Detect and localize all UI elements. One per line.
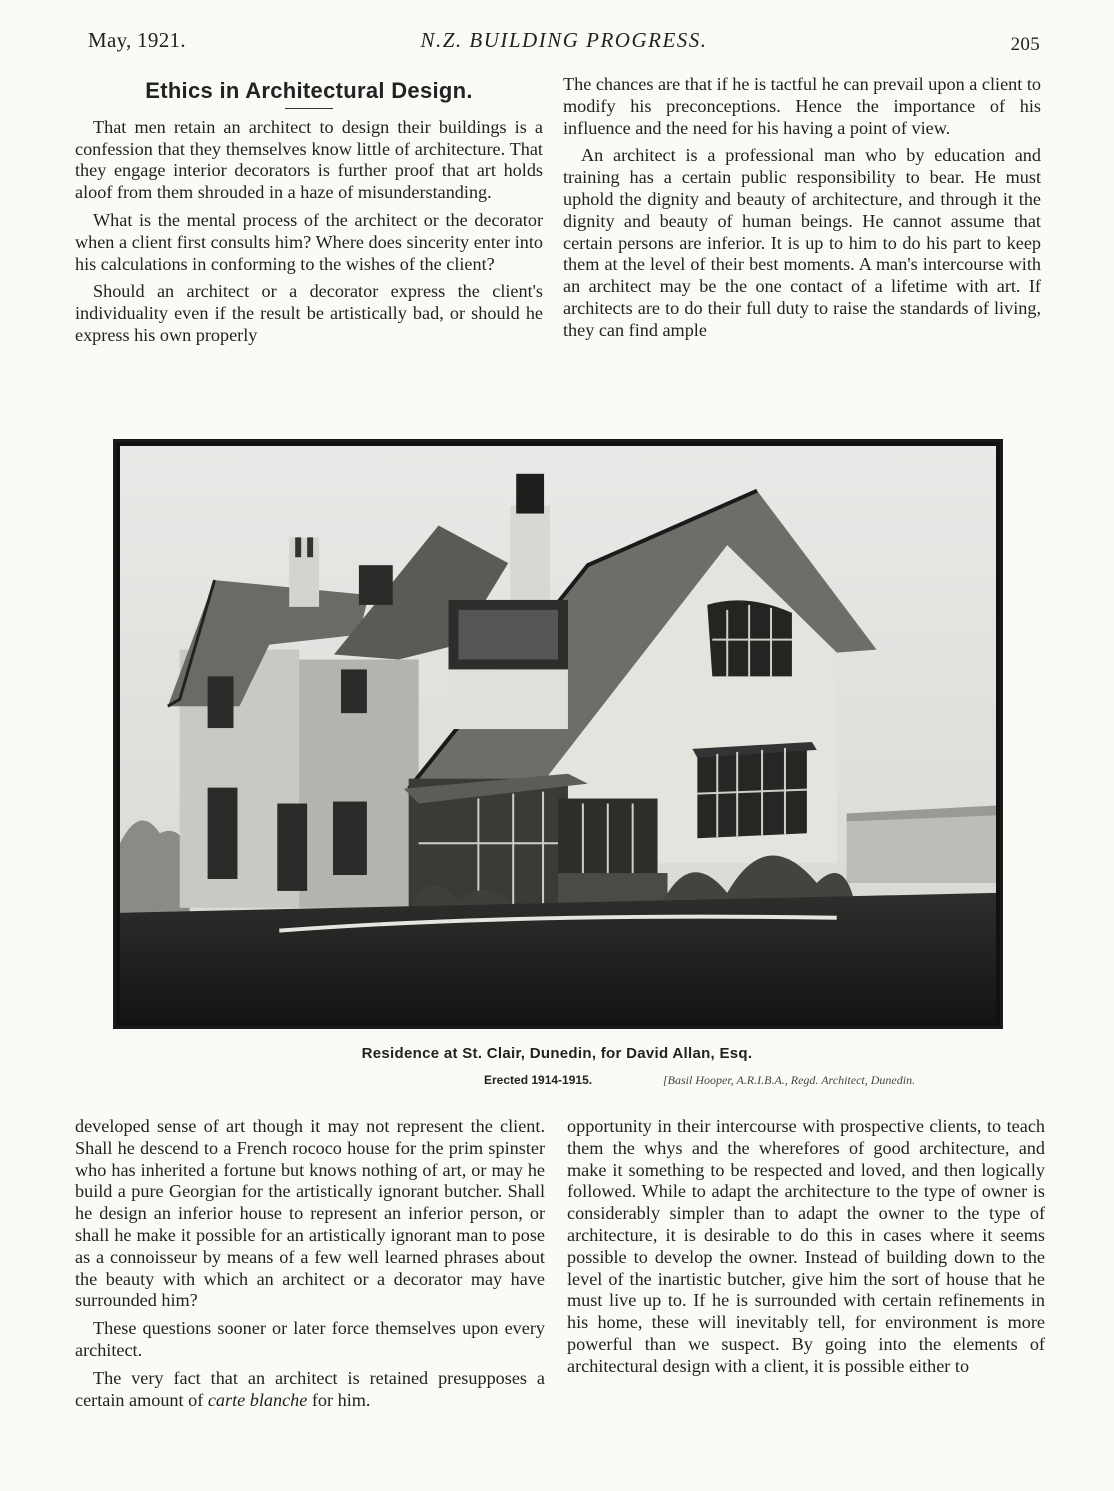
column-top-right xyxy=(563,74,1041,348)
column-bottom-left xyxy=(75,1116,545,1417)
paragraph-text: for him. xyxy=(307,1389,371,1410)
paragraph-text: The very fact that an architect is retained presupposes a certain amount of xyxy=(75,1367,545,1410)
column-top-left xyxy=(75,80,543,347)
paragraph: An architect is a professional man who by education and training has a certain public responsibility to bear. He must uphold the dignity and beauty of architecture, and through it the dignity and beauty of human beings. He cannot assume that certain persons are inferior. It is up to him to do his part to keep them at the level of their best moments. A man's intercourse with an architect may be the one contact of a lifetime with art. If architects are to do their full duty to raise the standards of living, they can find ample xyxy=(563,145,1041,340)
paragraph-with-emphasis xyxy=(75,1368,545,1412)
publication-title: N.Z. BUILDING PROGRESS. xyxy=(420,28,708,52)
paragraph: developed sense of art though it may not represent the client. Shall he descend to a French rococo house for the prim spinster who has inherited a fortune but knows nothing of art, or may he build a pure Georgian for the artistically ignorant butcher. Shall he design an inferior house to represent an inferior person, or shall he make it possible for an artistically ignorant man to pose as a connoisseur by means of a few well learned phrases about the beauty with which an architect or a decorator may have surrounded him? xyxy=(75,1116,545,1311)
title-rule xyxy=(285,108,333,109)
issue-date: May, 1921. xyxy=(88,28,186,52)
house-illustration xyxy=(120,446,996,1022)
page-number: 205 xyxy=(1010,34,1040,55)
paragraph: Should an architect or a decorator express the client's individuality even if the result be artistically bad, or should he express his own properly xyxy=(75,281,543,345)
column-bottom-right xyxy=(567,1116,1045,1384)
paragraph: What is the mental process of the architect or the decorator when a client first consults him? Where does sincerity enter into his calculations in conforming to the wishes of the client? xyxy=(75,209,543,274)
house-photograph xyxy=(113,439,1003,1029)
photo-erected-date: Erected 1914-1915. xyxy=(484,1073,593,1087)
running-header xyxy=(88,28,1040,62)
paragraph: The chances are that if he is tactful he can prevail upon a client to modify his preconceptions. Hence the importance of his influence and the need for his having a point of view. xyxy=(563,74,1041,138)
emphasis-carte-blanche: carte blanche xyxy=(207,1389,308,1410)
paragraph: These questions sooner or later force themselves upon every architect. xyxy=(75,1318,545,1360)
photo-caption: Residence at St. Clair, Dunedin, for David Allan, Esq. xyxy=(361,1045,753,1062)
article-title: Ethics in Architectural Design. xyxy=(145,78,473,103)
paragraph: opportunity in their intercourse with prospective clients, to teach them the whys and the wherefores of good architecture, and make it something to be respected and loved, and then logically followed. While to adapt the architecture to the type of owner is considerably simpler than to adapt the owner to the type of architecture, it is desirable to do this in cases where it seems possible to develop the owner. Instead of building down to the level of the inartistic butcher, give him the sort of house that he must live up to. If he is surrounded with certain refinements in his home, these will inevitably tell, for environment is more powerful than we suspect. By going into the elements of architectural design with a client, it is possible either to xyxy=(567,1116,1045,1376)
paragraph: That men retain an architect to design their buildings is a confession that they themselves know little of architecture. That they engage interior decorators is further proof that art holds aloof from them shrouded in a haze of misunderstanding. xyxy=(75,116,543,203)
photo-credit: [Basil Hooper, A.R.I.B.A., Regd. Architect, Dunedin. xyxy=(663,1073,916,1087)
